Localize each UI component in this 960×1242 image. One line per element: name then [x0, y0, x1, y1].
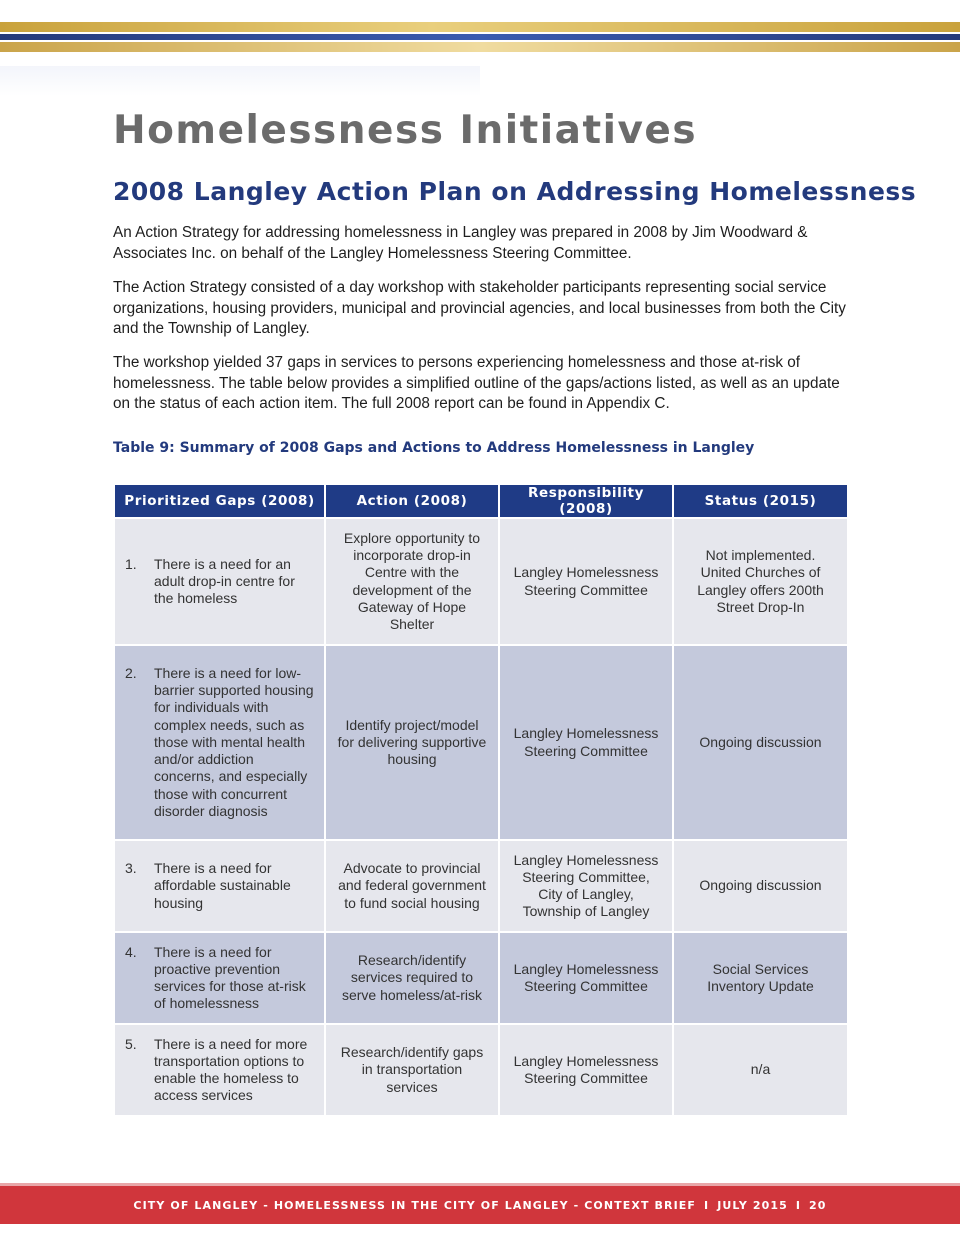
gap-number: 2.: [125, 665, 137, 682]
status-cell: Ongoing discussion: [673, 840, 848, 932]
gap-number: 4.: [125, 943, 137, 960]
header-stripe-gold-top: [0, 22, 960, 32]
status-cell: Not implemented. United Churches of Langley offers 200th Street Drop-In: [673, 518, 848, 645]
page-title: Homelessness Initiatives: [113, 108, 698, 153]
workshop-paragraph: The workshop yielded 37 gaps in services to persons experiencing homelessness and those at-risk of homelessness. The table below provides a simplified outline of the gaps/actions listed, as well as an update on the status of each action item. The full 2008 report can be found in Appendix C.: [113, 354, 840, 412]
intro-paragraph: An Action Strategy for addressing homelessness in Langley was prepared in 2008 by Jim Woodward & Associates Inc. on behalf of the Langley Homelessness Steering Committee.: [113, 224, 808, 262]
table-caption: Table 9: Summary of 2008 Gaps and Actions to Address Homelessness in Langley: [113, 440, 755, 456]
header-status: Status (2015): [673, 485, 848, 518]
gap-text: There is a need for affordable sustainable housing: [154, 860, 291, 911]
header-stripe-gold-bottom: [0, 42, 960, 52]
gap-cell: [114, 1024, 325, 1116]
status-cell: Ongoing discussion: [673, 645, 848, 840]
page-number: 20: [809, 1199, 827, 1212]
action-cell: Research/identify services required to serve homeless/at-risk: [325, 932, 499, 1024]
header-action: Action (2008): [325, 485, 499, 518]
gap-text: There is a need for an adult drop-in centre for the homeless: [154, 555, 295, 607]
gap-number: 3.: [125, 860, 137, 877]
status-cell: n/a: [673, 1024, 848, 1116]
gap-text: There is a need for more transportation options to enable the homeless to access services: [154, 1035, 308, 1104]
header-stripe-blue: [0, 34, 960, 40]
header-responsibility: Responsibility (2008): [499, 485, 673, 518]
gap-text: There is a need for proactive prevention services for those at-risk of homelessness: [154, 943, 306, 1012]
responsibility-cell: Langley Homelessness Steering Committee: [499, 518, 673, 645]
action-cell: Research/identify gaps in transportation services: [325, 1024, 499, 1116]
footer-separator: I: [704, 1199, 710, 1212]
footer-doc-label: CITY OF LANGLEY - HOMELESSNESS IN THE CITY OF LANGLEY - CONTEXT BRIEF: [133, 1199, 696, 1212]
table-row: [114, 932, 848, 1024]
gap-cell: [114, 518, 325, 645]
footer-date: JULY 2015: [717, 1199, 788, 1212]
table-header-row: [114, 485, 848, 518]
gaps-actions-table: [113, 485, 849, 1117]
status-cell: Social Services Inventory Update: [673, 932, 848, 1024]
gap-text: There is a need for low-barrier supported housing for individuals with complex needs, such as those with mental health and/or addiction concerns, and especially those with concurrent disorder diagnosis: [154, 665, 314, 819]
gap-number: 5.: [125, 1035, 137, 1052]
gap-number: 1.: [125, 555, 137, 572]
action-cell: Identify project/model for delivering supportive housing: [325, 645, 499, 840]
footer-text: [0, 1186, 960, 1224]
strategy-paragraph: The Action Strategy consisted of a day workshop with stakeholder participants representing social service organizations, housing providers, municipal and provincial agencies, and local businesses from both the City and the Township of Langley.: [113, 279, 846, 337]
action-cell: Advocate to provincial and federal government to fund social housing: [325, 840, 499, 932]
table-row: [114, 518, 848, 645]
section-title: 2008 Langley Action Plan on Addressing Homelessness: [113, 177, 917, 206]
gap-cell: [114, 645, 325, 840]
gap-cell: [114, 840, 325, 932]
header-band: [0, 22, 960, 56]
responsibility-cell: Langley Homelessness Steering Committee: [499, 645, 673, 840]
responsibility-cell: Langley Homelessness Steering Committee: [499, 932, 673, 1024]
header-prioritized-gaps: Prioritized Gaps (2008): [114, 485, 325, 518]
table-row: [114, 1024, 848, 1116]
table-row: [114, 840, 848, 932]
header-fade: [0, 66, 480, 96]
action-cell: Explore opportunity to incorporate drop-in Centre with the development of the Gateway of Hope Shelter: [325, 518, 499, 645]
gap-cell: [114, 932, 325, 1024]
responsibility-cell: Langley Homelessness Steering Committee: [499, 1024, 673, 1116]
table-row: [114, 645, 848, 840]
responsibility-cell: Langley Homelessness Steering Committee, City of Langley, Township of Langley: [499, 840, 673, 932]
footer-separator: I: [795, 1199, 802, 1212]
